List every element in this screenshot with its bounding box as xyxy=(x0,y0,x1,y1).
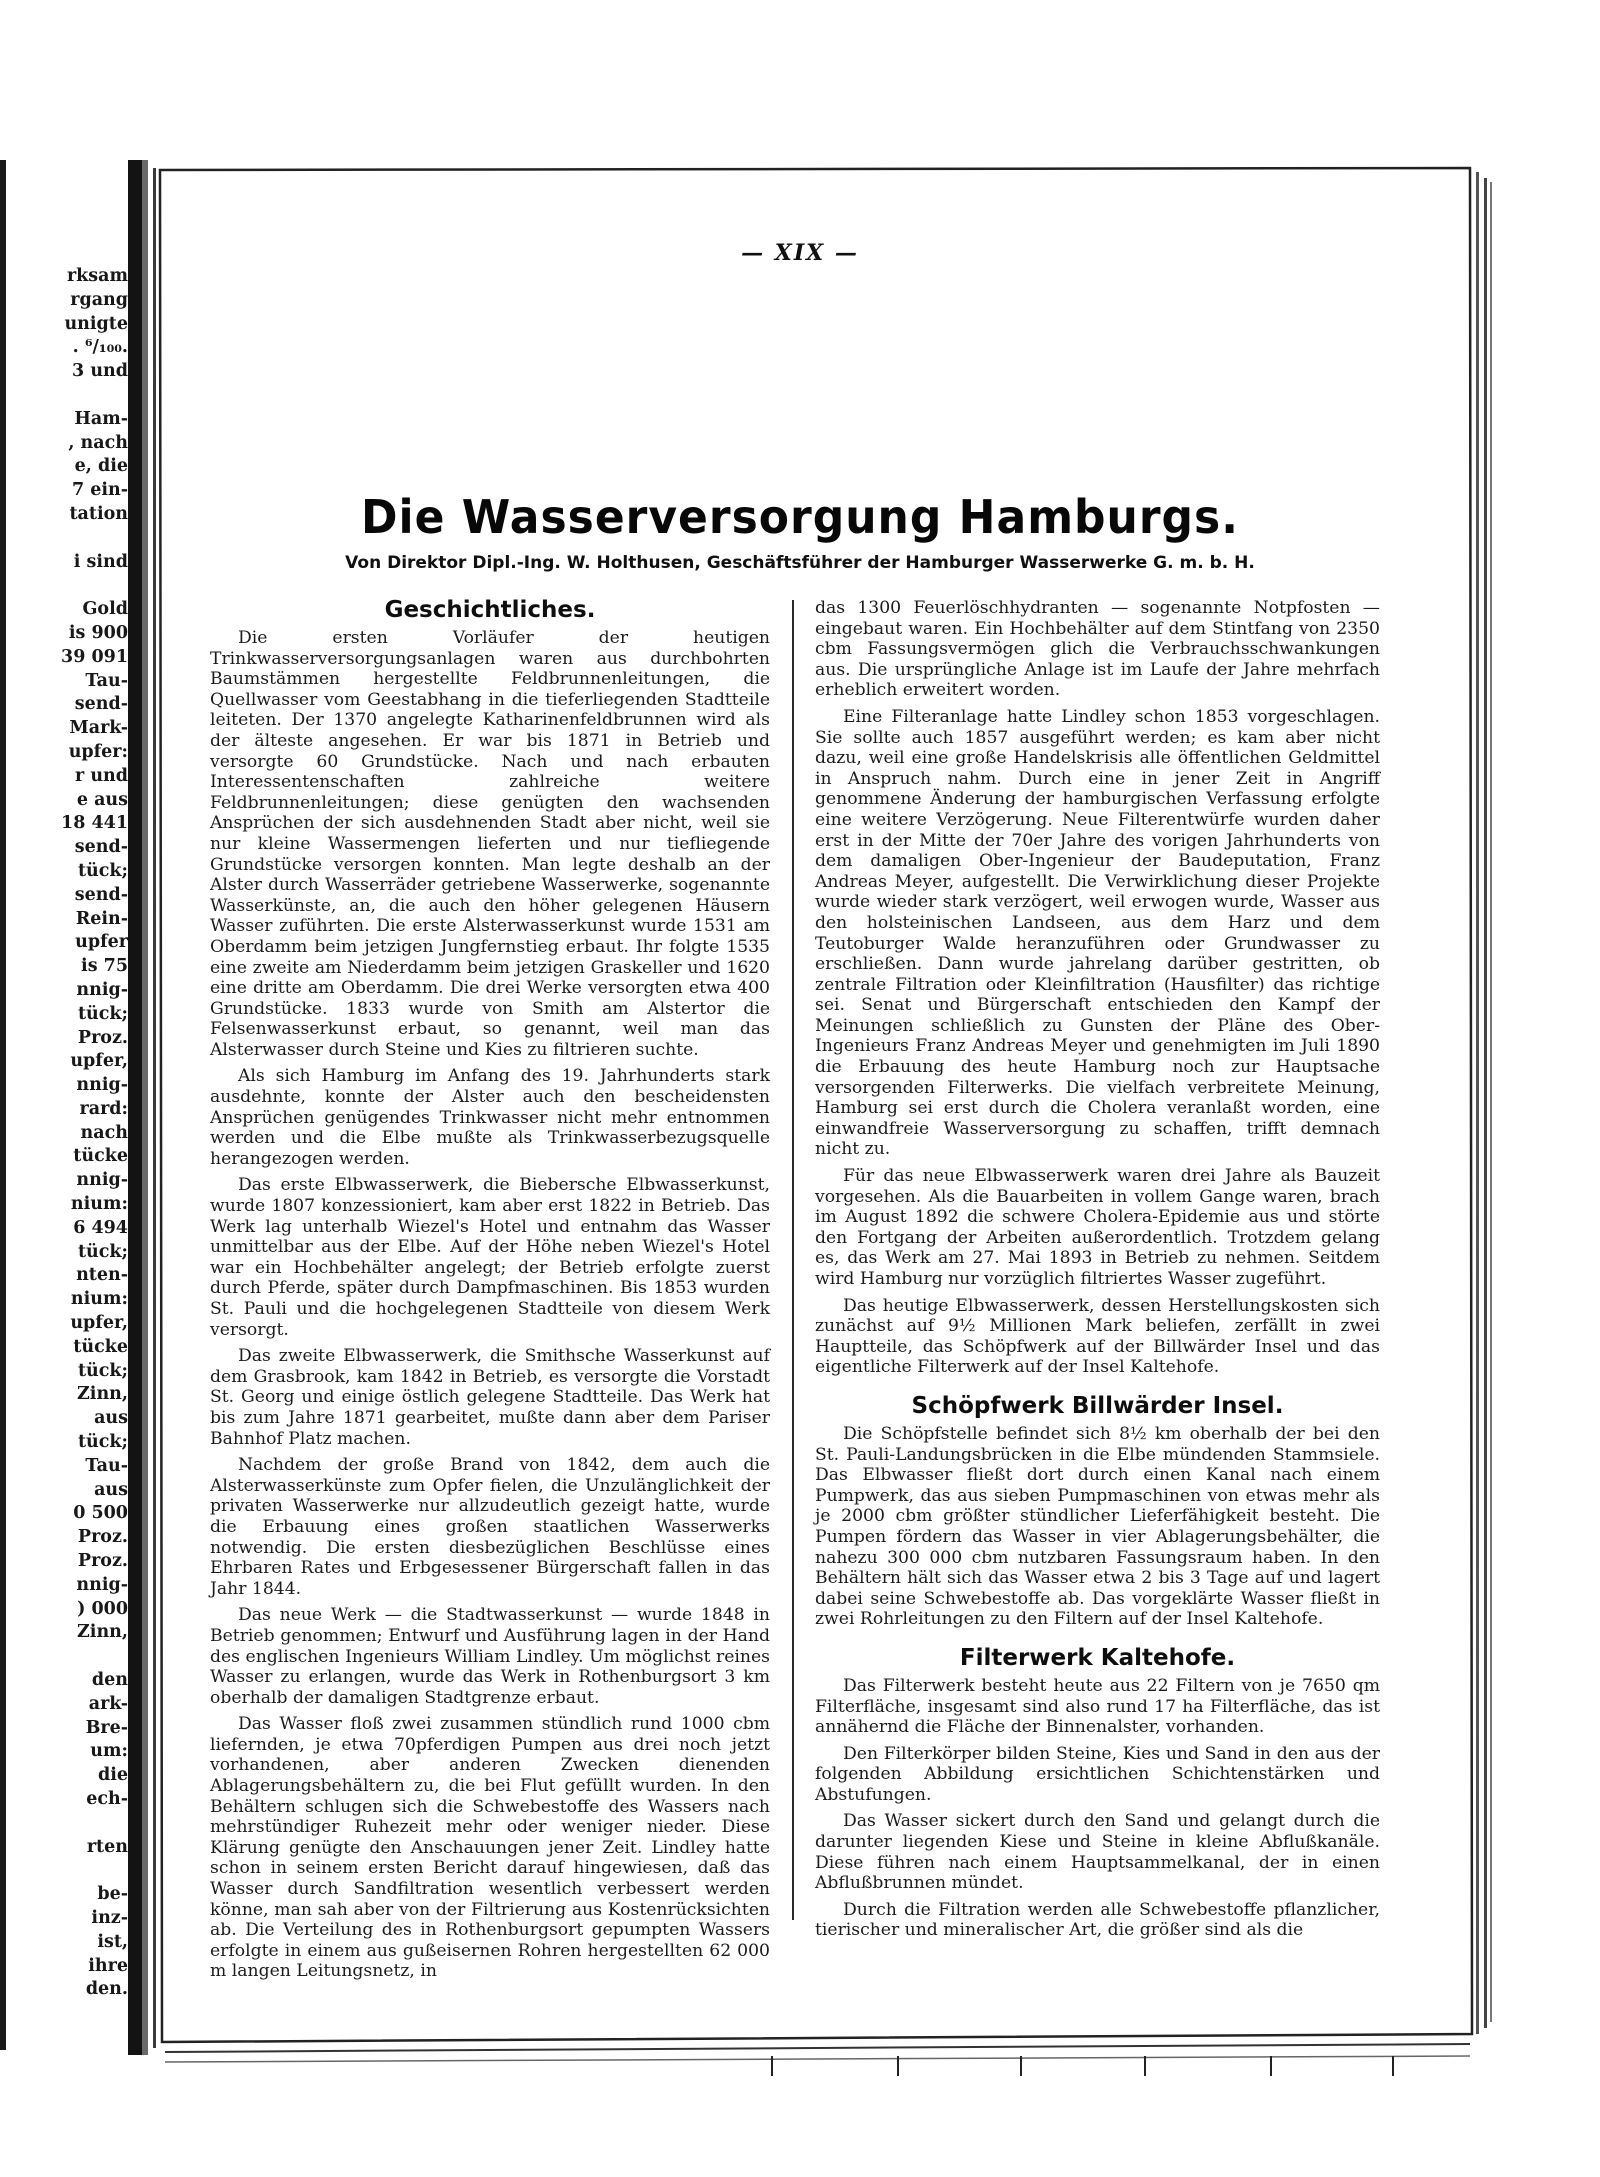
fragment-line: nnig- xyxy=(76,979,128,1000)
fragment-line: Ham- xyxy=(74,408,128,429)
fragment-line: ihre xyxy=(88,1955,128,1976)
fragment-line: tück; xyxy=(77,1003,128,1024)
fragment-line: unigte xyxy=(64,313,128,334)
fragment-line xyxy=(0,384,128,408)
fragment-line: den xyxy=(91,1670,128,1691)
fragment-line: tation xyxy=(69,503,128,524)
fragment-line: Tau- xyxy=(85,670,128,691)
paragraph: Die ersten Vorläufer der heutigen Trinkwasserversorgungsanlagen waren aus durchbohrten Baumstämmen hergestellte Feldbrunnenleitungen, die Quellwasser vom Geestabhang in die tieferliegenden Stadtteile leiteten. Der 1370 angelegte Katharinenfeldbrunnen wird als der älteste angesehen. Er war bis 1871 in Betrieb und versorgte 60 Grundstücke. Nach und nach erbauten Interessentenschaften zahlreiche weitere Feldbrunnenleitungen; diese genügten den wachsenden Ansprüchen der sich ausdehnenden Stadt aber nicht, weil sie nur kleine Wassermengen lieferten und nur tiefliegende Grundstücke versorgen konnten. Man legte deshalb an der Alster durch Wasserräder getriebene Wasserwerke, sogenannte Wasserkünste, an, die auch den höher gelegenen Häusern Wasser zuführten. Die erste Alsterwasserkunst wurde 1531 am Oberdamm beim jetzigen Jungfernstieg erbaut. Ihr folgte 1535 eine zweite am Niederdamm beim jetzigen Graskeller und 1620 eine dritte am Oberdamm. Die drei Werke versorgten etwa 400 Grundstücke. 1833 wurde von Smith am Alstertor die Felsenwasserkunst erbaut, so genannt, weil man das Alsterwasser durch Steine und Kies zu filtrieren suchte. xyxy=(210,628,770,1060)
fragment-line: is 75 xyxy=(81,956,128,977)
paragraph: Nachdem der große Brand von 1842, dem auch die Alsterwasserkünste zum Opfer fielen, die Unzulänglichkeit der privaten Wasserwerke nur allzudeutlich gezeigt hatte, wurde die Erbauung eines großen staatlichen Wasserwerks notwendig. Die ersten diesbezüglichen Beschlüsse eines Ehrbaren Rates und Erbgesessener Bürgerschaft fallen in das Jahr 1844. xyxy=(210,1455,770,1599)
fragment-line: tück; xyxy=(77,1360,128,1381)
fragment-line: r und xyxy=(75,765,128,786)
column-rule xyxy=(792,600,794,1920)
fragment-line xyxy=(0,1812,128,1836)
paragraph: Als sich Hamburg im Anfang des 19. Jahrhunderts stark ausdehnte, konnte der Alster auch den bescheidensten Ansprüchen genügendes Trinkwasser nicht mehr entnommen werden und die Elbe mußte als Trinkwasserbezugsquelle herangezogen werden. xyxy=(210,1066,770,1169)
section-heading-filterwerk: Filterwerk Kaltehofe. xyxy=(959,1644,1236,1671)
fragment-line: 3 und xyxy=(72,361,128,382)
paragraph: Das neue Werk — die Stadtwasserkunst — wurde 1848 in Betrieb genommen; Entwurf und Ausführung lagen in der Hand des englischen Ingenieurs William Lindley. Um möglichst reines Wasser zu erlangen, wurde das Werk in Rothenburgsort 3 km oberhalb der damaligen Stadtgrenze erbaut. xyxy=(210,1605,770,1708)
fragment-line: 7 ein- xyxy=(71,480,128,501)
fragment-line: aus xyxy=(94,1479,128,1500)
fragment-line: rard: xyxy=(79,1098,128,1119)
fragment-line: Proz. xyxy=(77,1527,128,1548)
fragment-line: aus xyxy=(94,1408,128,1429)
fragment-line: inz- xyxy=(91,1907,128,1928)
fragment-line: tück; xyxy=(77,1432,128,1453)
fragment-line: send- xyxy=(74,694,128,715)
paragraph: Die Schöpfstelle befindet sich 8½ km oberhalb der bei den St. Pauli-Landungsbrücken in die Elbe mündenden Stammsiele. Das Elbwasser fließt dort durch einen Kanal nach einem Pumpwerk, das aus sieben Pumpmaschinen von etwas mehr als je 2000 cbm größter stündlicher Lieferfähigkeit besteht. Die Pumpen fördern das Wasser in vier Ablagerungsbehälter, die nahezu 300 000 cbm nutzbaren Fassungsraum haben. In den Behältern hält sich das Wasser etwa 2 bis 3 Tage auf und lagert dabei seine Schwebestoffe ab. Das vorgeklärte Wasser fließt in zwei Rohrleitungen zu den Filtern auf der Insel Kaltehofe. xyxy=(815,1423,1380,1630)
fragment-line: nnig- xyxy=(76,1574,128,1595)
fragment-line: upfer, xyxy=(70,1313,128,1334)
fragment-line: rgang xyxy=(70,289,128,310)
section-heading-history: Geschichtliches. xyxy=(384,597,596,623)
paragraph: Eine Filteranlage hatte Lindley schon 1853 vorgeschlagen. Sie sollte auch 1857 ausgeführt werden; es kam aber nicht dazu, weil eine große Handelskrisis alle öffentlichen Geldmittel in Anspruch nahm. Durch eine in jener Zeit in Angriff genommene Änderung der hamburgischen Verfassung erfolgte eine weitere Verzögerung. Neue Filterentwürfe wurden daher erst in der Mitte der 70er Jahre des vorigen Jahrhunderts von dem damaligen Ober-Ingenieur der Baudeputation, Franz Andreas Meyer, aufgestellt. Die Verwirklichung dieser Projekte wurde wieder stark verzögert, weil erwogen wurde, Wasser aus den holsteinischen Landseen, aus dem Harz und dem Teutoburger Walde heranzuführen oder Grundwasser zu erschließen. Dann wurde jahrelang darüber gestritten, ob zentrale Filtration oder Kleinfiltration (Hausfilter) das richtige sei. Senat und Bürgerschaft entschieden den Kampf der Meinungen schließlich zu Gunsten der Pläne des Ober-Ingenieurs Franz Andreas Meyer und genehmigten im Juli 1890 die Erbauung des heute Hamburg noch zur Hauptsache versorgenden Filterwerks. Die vielfach verbreitete Meinung, Hamburg sei erst durch die Cholera veranlaßt worden, eine einwandfreie Wasserversorgung zu schaffen, trifft demnach nicht zu. xyxy=(815,706,1380,1160)
fragment-line: Gold xyxy=(82,599,128,620)
paragraph: Durch die Filtration werden alle Schwebestoffe pflanzlicher, tierischer und mineralischer Art, die größer sind als die xyxy=(815,1899,1380,1941)
paragraph: Das Wasser sickert durch den Sand und gelangt durch die darunter liegenden Kiese und Steine in kleine Abflußkanäle. Diese führen nach einem Hauptsammelkanal, der in einen Abflußbrunnen mündet. xyxy=(815,1811,1380,1894)
fragment-line: ist, xyxy=(97,1931,128,1952)
paragraph: Das heutige Elbwasserwerk, dessen Herstellungskosten sich zunächst auf 9½ Millionen Mark beliefen, zerfällt in zwei Hauptteile, das Schöpfwerk auf der Billwärder Insel und das eigentliche Filterwerk auf der Insel Kaltehofe. xyxy=(815,1295,1380,1378)
fragment-line: rksam xyxy=(66,266,128,286)
fragment-line xyxy=(0,1859,128,1883)
page-number: — XIX — xyxy=(741,240,859,266)
fragment-line: i sind xyxy=(73,551,128,572)
fragment-line: . ⁶/₁₀₀. xyxy=(72,337,128,358)
fragment-line: Tau- xyxy=(85,1455,128,1476)
fragment-line: upfer: xyxy=(68,741,128,762)
fragment-line: rten xyxy=(86,1836,128,1857)
left-page-fragment xyxy=(0,265,128,2002)
section-heading-schoepfwerk: Schöpfwerk Billwärder Insel. xyxy=(911,1392,1284,1419)
fragment-line: , nach xyxy=(68,432,128,453)
fragment-line: tücke xyxy=(73,1336,128,1357)
paragraph: Das Filterwerk besteht heute aus 22 Filtern von je 7650 qm Filterfläche, insgesamt sind also rund 17 ha Filterfläche, das ist annähernd die Fläche der Binnenalster, vorhanden. xyxy=(815,1675,1380,1738)
fragment-line: Rein- xyxy=(75,908,128,929)
fragment-line: be- xyxy=(97,1884,128,1905)
fragment-line xyxy=(0,574,128,598)
fragment-line: upfer xyxy=(75,932,128,953)
fragment-line xyxy=(0,1645,128,1669)
fragment-line: send- xyxy=(74,837,128,858)
fragment-line: upfer, xyxy=(70,1051,128,1072)
fragment-line: Bre- xyxy=(85,1717,128,1738)
paragraph: Den Filterkörper bilden Steine, Kies und Sand in den aus der folgenden Abbildung ersichtlichen Schichtenstärken und Abstufungen. xyxy=(815,1743,1380,1805)
paragraph: das 1300 Feuerlöschhydranten — sogenannte Notpfosten — eingebaut waren. Ein Hochbehälter auf dem Stintfang von 2350 cbm Fassungsvermögen glich die Verbrauchsschwankungen aus. Die ursprüngliche Anlage ist im Laufe der Jahre mehrfach erheblich erweitert worden. xyxy=(815,598,1380,701)
fragment-line: den. xyxy=(85,1979,128,2000)
paragraph: Das Wasser floß zwei zusammen stündlich rund 1000 cbm liefernden, je etwa 70pferdigen Pumpen aus drei noch jetzt vorhandenen, aber anderen Zwecken dienenden Ablagerungsbehältern zu, die bei Flut gefüllt wurden. In den Behältern schlugen sich die Schwebestoffe des Wassers nach mehrstündiger Ruhezeit mehr oder weniger nieder. Diese Klärung genügte den Anschauungen jener Zeit. Lindley hatte schon in seinem ersten Bericht darauf hingewiesen, daß das Wasser durch Sandfiltration wesentlich verbessert werden könne, man sah aber von der Filtrierung aus Kostenrücksichten ab. Die Verteilung des in Rothenburgsort gepumpten Wassers erfolgte in einem aus gußeisernen Rohren hergestellten 62 000 m langen Leitungsnetz, in xyxy=(210,1714,770,1982)
article-byline: Von Direktor Dipl.-Ing. W. Holthusen, Geschäftsführer der Hamburger Wasserwerke G. m. b. H. xyxy=(345,553,1255,573)
article-title: Die Wasserversorgung Hamburgs. xyxy=(361,490,1239,545)
fragment-line xyxy=(0,527,128,551)
fragment-line: 0 500 xyxy=(73,1503,128,1524)
fragment-line: e aus xyxy=(76,789,128,810)
fragment-line: nnig- xyxy=(76,1170,128,1191)
fragment-line: 18 441 xyxy=(61,813,128,834)
right-column xyxy=(815,598,1380,1947)
fragment-line: is 900 xyxy=(68,622,128,643)
fragment-line: 6 494 xyxy=(73,1217,128,1238)
fragment-line: Proz. xyxy=(77,1551,128,1572)
fragment-line: nten- xyxy=(76,1265,128,1286)
fragment-line: Zinn, xyxy=(77,1384,128,1405)
fragment-line: 39 091 xyxy=(61,646,128,667)
fragment-line: tück; xyxy=(77,860,128,881)
fragment-line: send- xyxy=(74,884,128,905)
fragment-line: e, die xyxy=(74,456,128,477)
fragment-line: ) 000 xyxy=(77,1598,128,1619)
gutter-shadow xyxy=(128,160,142,2055)
fragment-line: Mark- xyxy=(69,718,128,739)
fragment-line: tücke xyxy=(73,1146,128,1167)
paragraph: Das erste Elbwasserwerk, die Biebersche Elbwasserkunst, wurde 1807 konzessioniert, kam aber erst 1822 in Betrieb. Das Werk lag unterhalb Wiezel's Hotel und entnahm das Wasser unmittelbar aus der Elbe. Auf der Höhe neben Wiezel's Hotel war ein Hochbehälter angelegt; der Betrieb erfolgte zuerst durch Pferde, später durch Dampfmaschinen. Bis 1853 wurden St. Pauli und die hochgelegenen Stadtteile von diesem Werk versorgt. xyxy=(210,1175,770,1340)
paragraph: Für das neue Elbwasserwerk waren drei Jahre als Bauzeit vorgesehen. Als die Bauarbeiten in vollem Gange waren, brach im August 1892 die schwere Cholera-Epidemie aus und störte den Fortgang der Arbeiten außerordentlich. Trotzdem gelang es, das Werk am 27. Mai 1893 in Betrieb zu nehmen. Seitdem wird Hamburg nur vorzüglich filtriertes Wasser zugeführt. xyxy=(815,1166,1380,1289)
fragment-line: nnig- xyxy=(76,1075,128,1096)
fragment-line: nach xyxy=(80,1122,128,1143)
fragment-line: nium: xyxy=(70,1194,128,1215)
fragment-line: ech- xyxy=(86,1789,128,1809)
fragment-line: tück; xyxy=(77,1241,128,1262)
fragment-line: die xyxy=(97,1765,128,1786)
paragraph: Das zweite Elbwasserwerk, die Smithsche Wasserkunst auf dem Grasbrook, kam 1842 in Betrieb, es versorgte die Vorstadt St. Georg und einige östlich gelegene Stadtteile. Das Werk hat bis zum Jahre 1871 gearbeitet, mußte dann aber dem Pariser Bahnhof Platz machen. xyxy=(210,1346,770,1449)
fragment-line: nium: xyxy=(70,1289,128,1310)
fragment-line: Proz. xyxy=(77,1027,128,1048)
fragment-line: um: xyxy=(90,1741,128,1762)
left-column xyxy=(210,596,770,1988)
fragment-line: Zinn, xyxy=(77,1622,128,1643)
fragment-line: ark- xyxy=(88,1693,128,1714)
